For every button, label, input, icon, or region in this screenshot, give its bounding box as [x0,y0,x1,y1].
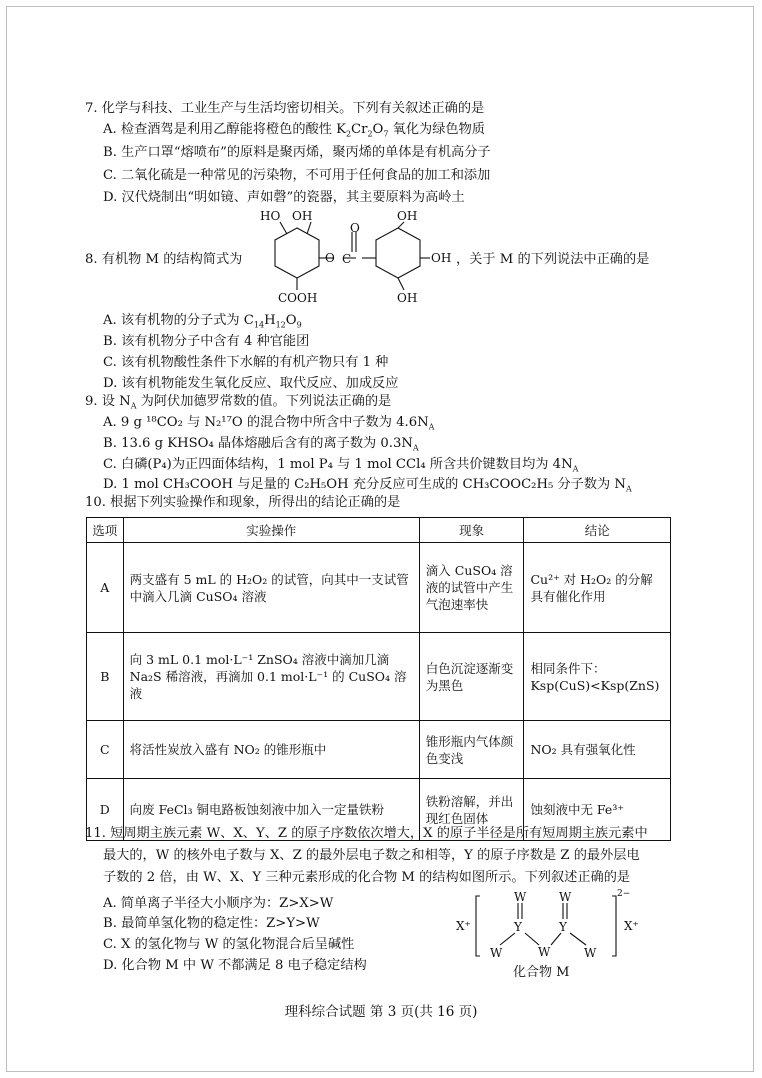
q8-stem-prefix: 8. 有机物 M 的结构简式为 [85,252,243,267]
row-option: B [87,633,124,721]
m-w-bottom-right: W [584,946,597,960]
q11-option-c: C. X 的氢化物与 W 的氢化物混合后呈碱性 [103,937,355,952]
row-operation: 将活性炭放入盛有 NO₂ 的锥形瓶中 [123,721,419,779]
row-conclusion: Cu²⁺ 对 H₂O₂ 的分解具有催化作用 [524,543,671,633]
row-option: D [87,779,124,841]
q7-stem: 7. 化学与科技、工业生产与生活均密切相关。下列有关叙述正确的是 [85,101,485,116]
q11-option-b: B. 最简单氢化物的稳定性：Z>Y>W [103,916,320,931]
struct-oh-right-label: OH [431,251,452,265]
m-caption: 化合物 M [513,965,570,980]
q9-option-a: A. 9 g ¹⁸CO₂ 与 N₂¹⁷O 的混合物中所含中子数为 $4.6N_A$ [103,415,435,432]
m-y-left: Y [514,920,522,934]
row-option: A [87,543,124,633]
q11-stem-line2: 最大的，W 的核外电子数与 X、Z 的最外层电子数之和相等，Y 的原子序数是 Z 的最外层电 [103,848,640,863]
m-y-right: Y [559,920,567,934]
q11-stem-line1: 11. 短周期主族元素 W、X、Y、Z 的原子序数依次增大，X 的原子半径是所有短周期主族元素中 [85,826,648,841]
row-phenomenon: 滴入 CuSO₄ 溶液的试管中产生气泡速率快 [419,543,524,633]
struct-oh-right-top-label: OH [397,209,418,223]
row-conclusion: 蚀刻液中无 Fe³⁺ [524,779,671,841]
row-operation: 向 3 mL 0.1 mol·L⁻¹ ZnSO₄ 溶液中滴加几滴 Na₂S 稀溶液，再滴加 0.1 mol·L⁻¹ 的 CuSO₄ 溶液 [123,633,419,721]
m-x-cation-right: X⁺ [624,919,639,933]
row-conclusion: NO₂ 具有强氧化性 [524,721,671,779]
struct-oh-label: OH [292,209,313,223]
struct-oh-right-bottom-label: OH [397,291,418,305]
q8-option-c: C. 该有机物酸性条件下水解的有机产物只有 1 种 [103,355,389,370]
row-option: C [87,721,124,779]
q11-stem-line3: 子数的 2 倍，由 W、X、Y 三种元素形成的化合物 M 的结构如图所示。下列叙述正确的是 [103,870,631,885]
struct-ester-o-label: O [325,251,335,265]
q10-stem: 10. 根据下列实验操作和现象，所得出的结论正确的是 [85,495,401,510]
row-operation: 两支盛有 5 mL 的 H₂O₂ 的试管，向其中一支试管中滴入几滴 CuSO₄ 溶液 [123,543,419,633]
q9-option-d: D. 1 mol CH₃COOH 与足量的 C₂H₅OH 充分反应可生成的 CH₃COOC₂H₅ 分子数为 $N_A$ [103,477,632,494]
q7-option-c: C. 二氧化硫是一种常见的污染物，不可用于任何食品的加工和添加 [103,168,491,183]
row-operation: 向废 FeCl₃ 铜电路板蚀刻液中加入一定量铁粉 [123,779,419,841]
struct-c-label: C [342,252,352,266]
row-phenomenon: 锥形瓶内气体颜色变浅 [419,721,524,779]
m-w-bridge: W [538,945,551,959]
q8-option-a: A. 该有机物的分子式为 $C_{14}H_{12}O_9$ [103,313,302,330]
m-charge: 2− [617,889,631,899]
q9-stem: 9. 设 $N_A$ 为阿伏加德罗常数的值。下列说法正确的是 [85,394,392,411]
header-conclusion: 结论 [524,518,671,543]
q8-option-b: B. 该有机物分子中含有 4 种官能团 [103,334,310,349]
q8-option-d: D. 该有机物能发生氧化反应、取代反应、加成反应 [103,376,399,391]
q9-option-c: C. 白磷(P₄)为正四面体结构，1 mol P₄ 与 1 mol CCl₄ 所含共价键数目均为 $4N_A$ [103,457,579,474]
m-x-cation-left: X⁺ [456,919,471,933]
row-conclusion: 相同条件下：Ksp(CuS)<Ksp(ZnS) [524,633,671,721]
q9-option-b: B. 13.6 g KHSO₄ 晶体熔融后含有的离子数为 $0.3N_A$ [103,436,419,453]
header-option: 选项 [87,518,124,543]
q7-option-b: B. 生产口罩“熔喷布”的原料是聚丙烯，聚丙烯的单体是有机高分子 [103,145,491,160]
header-operation: 实验操作 [123,518,419,543]
header-phenomenon: 现象 [419,518,524,543]
struct-ho-label: HO [260,209,281,223]
struct-carbonyl-o-label: O [350,221,360,235]
row-phenomenon: 白色沉淀逐渐变为黑色 [419,633,524,721]
page-footer: 理科综合试题 第 3 页(共 16 页) [284,1004,478,1020]
m-w-top-left: W [514,890,527,904]
q7-option-a: A. 检查酒驾是利用乙醇能将橙色的酸性 $K_2Cr_2O_7$ 氧化为绿色物质 [103,122,485,139]
q8-stem-suffix: ，关于 M 的下列说法中正确的是 [456,252,650,267]
q11-option-d: D. 化合物 M 中 W 不都满足 8 电子稳定结构 [103,958,367,973]
struct-cooh-label: COOH [278,291,318,305]
q11-option-a: A. 简单离子半径大小顺序为：Z>X>W [103,896,334,911]
m-w-bottom-left: W [490,946,503,960]
q7-option-d: D. 汉代烧制出“明如镜、声如磬”的瓷器，其主要原料为高岭土 [103,190,465,205]
m-w-top-right: W [559,890,572,904]
row-phenomenon: 铁粉溶解，并出现红色固体 [419,779,524,841]
